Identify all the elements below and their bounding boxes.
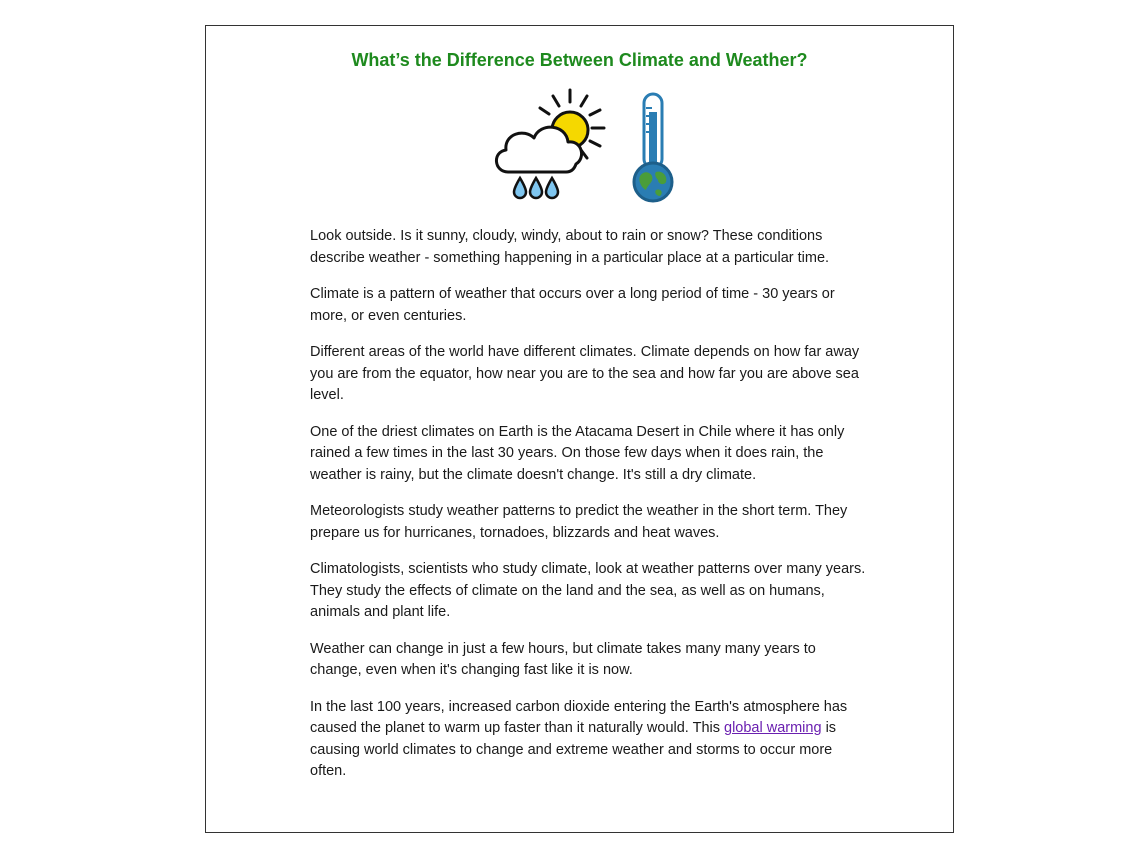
weather-sun-cloud-rain-icon [490,88,690,208]
content-card [205,25,954,833]
paragraph-climatologists: Climatologists, scientists who study climate, look at weather patterns over many years. They study the effects of climate on the land and the sea, as well as on humans, animals and plant life. [310,561,866,620]
global-warming-link[interactable]: global warming [724,720,822,736]
paragraph-weather: Look outside. Is it sunny, cloudy, windy, about to rain or snow? These conditions describe weather - something happening in a particular place at a particular time. [310,228,830,266]
thermometer-earth-icon [634,94,672,201]
paragraph-text-after-link: is causing world climates to change and extreme weather and storms to occur more often. [310,720,837,779]
paragraph-global-warming [310,697,870,783]
paragraph-text-before-link: In the last 100 years, increased carbon dioxide entering the Earth's atmosphere has caused the planet to warm up faster than it naturally would. This [310,698,848,736]
page-title: What’s the Difference Between Climate and Weather? [351,50,808,70]
paragraph-meteorologists: Meteorologists study weather patterns to predict the weather in the short term. They prepare us for hurricanes, tornadoes, blizzards and heat waves. [310,503,848,541]
paragraph-weather-change: Weather can change in just a few hours, but climate takes many many years to change, even when it's changing fast like it is now. [310,640,816,678]
article-body [310,226,870,798]
paragraph-climate: Climate is a pattern of weather that occurs over a long period of time - 30 years or more, or even centuries. [310,286,835,324]
paragraph-atacama: One of the driest climates on Earth is the Atacama Desert in Chile where it has only rained a few times in the last 30 years. On those few days when it does rain, the weather is rainy, but the climate doesn't change. It's still a dry climate. [310,423,845,483]
paragraph-climate-areas: Different areas of the world have different climates. Climate depends on how far away you are from the equator, how near you are to the sea and how far you are above sea level. [310,344,860,403]
header-illustration [490,88,690,208]
